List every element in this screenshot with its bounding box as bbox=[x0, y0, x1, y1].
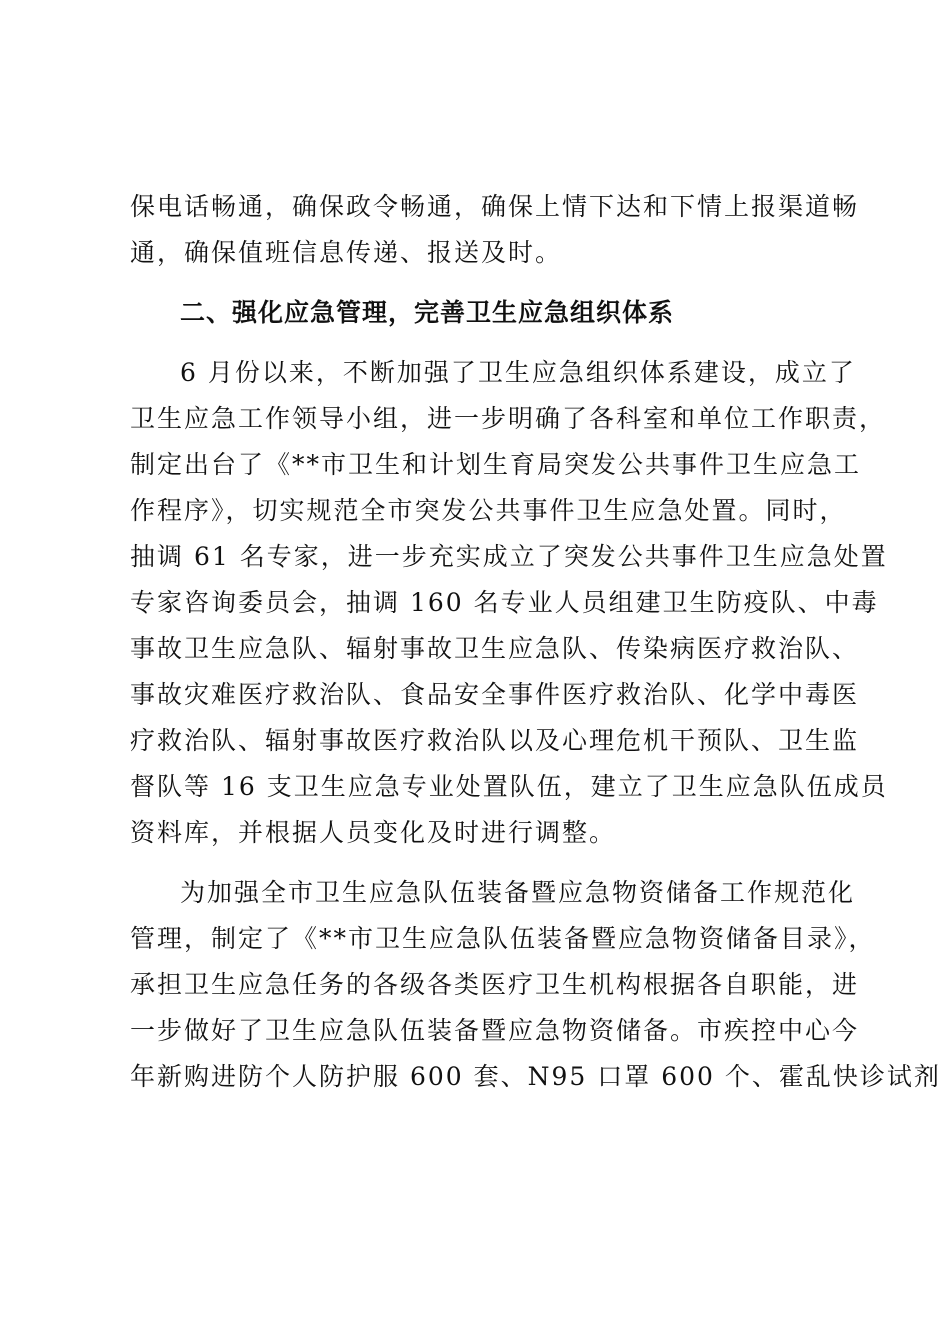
paragraph-continued bbox=[130, 184, 860, 276]
text-line: 专家咨询委员会，抽调 160 名专业人员组建卫生防疫队、中毒 bbox=[130, 588, 879, 617]
text-line: 年新购进防个人防护服 600 套、N95 口罩 600 个、霍乱快诊试剂 bbox=[130, 1062, 941, 1091]
text-line: 制定出台了《**市卫生和计划生育局突发公共事件卫生应急工 bbox=[130, 450, 862, 479]
text-line: 承担卫生应急任务的各级各类医疗卫生机构根据各自职能，进 bbox=[130, 970, 860, 999]
section-heading bbox=[130, 290, 830, 336]
text-line: 一步做好了卫生应急队伍装备暨应急物资储备。市疾控中心今 bbox=[130, 1016, 860, 1045]
paragraph-organization bbox=[130, 350, 888, 856]
text-line: 6 月份以来，不断加强了卫生应急组织体系建设，成立了 bbox=[180, 358, 856, 387]
text-line: 事故卫生应急队、辐射事故卫生应急队、传染病医疗救治队、 bbox=[130, 634, 860, 663]
text-line: 疗救治队、辐射事故医疗救治队以及心理危机干预队、卫生监 bbox=[130, 726, 860, 755]
text-line: 为加强全市卫生应急队伍装备暨应急物资储备工作规范化 bbox=[180, 878, 856, 907]
text-line: 通，确保值班信息传递、报送及时。 bbox=[130, 238, 563, 267]
text-line: 抽调 61 名专家，进一步充实成立了突发公共事件卫生应急处置 bbox=[130, 542, 888, 571]
text-line: 事故灾难医疗救治队、食品安全事件医疗救治队、化学中毒医 bbox=[130, 680, 860, 709]
text-line: 作程序》，切实规范全市突发公共事件卫生应急处置。同时， bbox=[130, 496, 847, 525]
text-line: 卫生应急工作领导小组，进一步明确了各科室和单位工作职责， bbox=[130, 404, 887, 433]
section-heading-text: 二、强化应急管理，完善卫生应急组织体系 bbox=[180, 298, 675, 327]
text-line: 督队等 16 支卫生应急专业处置队伍，建立了卫生应急队伍成员 bbox=[130, 772, 888, 801]
text-line: 管理，制定了《**市卫生应急队伍装备暨应急物资储备目录》， bbox=[130, 924, 876, 953]
document-body bbox=[130, 184, 941, 1100]
text-line: 保电话畅通，确保政令畅通，确保上情下达和下情上报渠道畅 bbox=[130, 192, 860, 221]
text-line: 资料库，并根据人员变化及时进行调整。 bbox=[130, 818, 617, 847]
paragraph-equipment bbox=[130, 870, 941, 1100]
